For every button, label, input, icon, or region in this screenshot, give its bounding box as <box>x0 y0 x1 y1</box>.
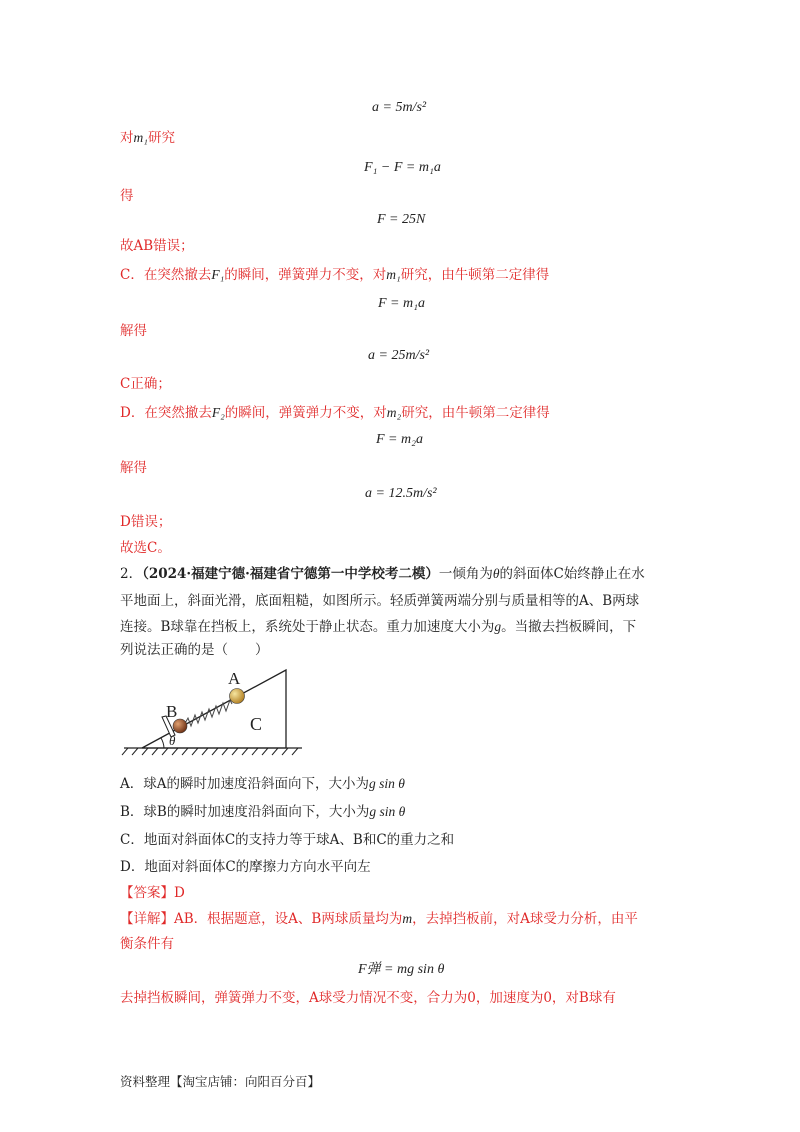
answer-label: 【答案】D <box>120 885 185 901</box>
detail-line-2: 衡条件有 <box>120 936 174 952</box>
page-footer: 资料整理【淘宝店铺：向阳百分百】 <box>120 1074 321 1089</box>
equation-f-spring: F弹 = mg sin θ <box>358 962 445 977</box>
question-2-line-2: 平地面上，斜面光滑，底面粗糙，如图所示。轻质弹簧两端分别与质量相等的A、B两球 <box>120 593 640 609</box>
figure-label-a: A <box>228 669 241 688</box>
question-2-line-3: 连接。B球靠在挡板上，系统处于静止状态。重力加速度大小为g。当撤去挡板瞬间，下 <box>120 619 637 635</box>
question-2-line-1: 2．（2024·福建宁德·福建省宁德第一中学校考二模）一倾角为θ的斜面体C始终静止在水 <box>120 566 645 582</box>
text-d-wrong: D错误； <box>120 514 172 530</box>
equation-a-12-5: a = 12.5m/s² <box>365 486 437 501</box>
text-jiede-1: 解得 <box>120 323 147 339</box>
equation-f-m2a: F = m₂a <box>376 432 423 447</box>
text-select-c: 故选C。 <box>120 540 171 556</box>
text-option-c-analysis: C．在突然撤去F₁的瞬间，弹簧弹力不变，对m₁研究，由牛顿第二定律得 <box>120 267 550 283</box>
ball-a <box>230 689 245 704</box>
detail-line-1: 【详解】AB．根据题意，设A、B两球质量均为m，去掉挡板前，对A球受力分析，由平 <box>120 911 638 927</box>
option-b: B．球B的瞬时加速度沿斜面向下，大小为g sin θ <box>120 804 406 820</box>
ball-b <box>173 719 187 733</box>
text-dui-m1: 对m₁研究 <box>120 130 175 146</box>
equation-f1-minus-f: F₁ − F = m₁a <box>364 160 441 175</box>
equation-f-m1a: F = m₁a <box>378 296 425 311</box>
text-gu-ab: 故AB错误； <box>120 238 194 254</box>
option-d: D．地面对斜面体C的摩擦力方向水平向左 <box>120 859 371 875</box>
detail-last-line: 去掉挡板瞬间，弹簧弹力不变，A球受力情况不变，合力为0，加速度为0，对B球有 <box>120 990 616 1006</box>
equation-f-25n: F = 25N <box>377 212 426 227</box>
figure-label-c: C <box>250 714 263 734</box>
equation-a-25: a = 25m/s² <box>368 348 430 363</box>
text-option-d-analysis: D．在突然撤去F₂的瞬间，弹簧弹力不变，对m₂研究，由牛顿第二定律得 <box>120 405 550 421</box>
text-c-correct: C正确； <box>120 376 171 392</box>
text-jiede-2: 解得 <box>120 460 147 476</box>
text-de: 得 <box>120 188 134 204</box>
question-2-line-4: 列说法正确的是（ ） <box>120 642 269 658</box>
incline-figure <box>120 660 310 760</box>
figure-label-theta: θ <box>169 733 176 748</box>
equation-a-5: a = 5m/s² <box>372 100 427 115</box>
option-c: C．地面对斜面体C的支持力等于球A、B和C的重力之和 <box>120 832 455 848</box>
option-a: A．球A的瞬时加速度沿斜面向下，大小为g sin θ <box>120 776 405 792</box>
figure-label-b: B <box>166 702 178 721</box>
